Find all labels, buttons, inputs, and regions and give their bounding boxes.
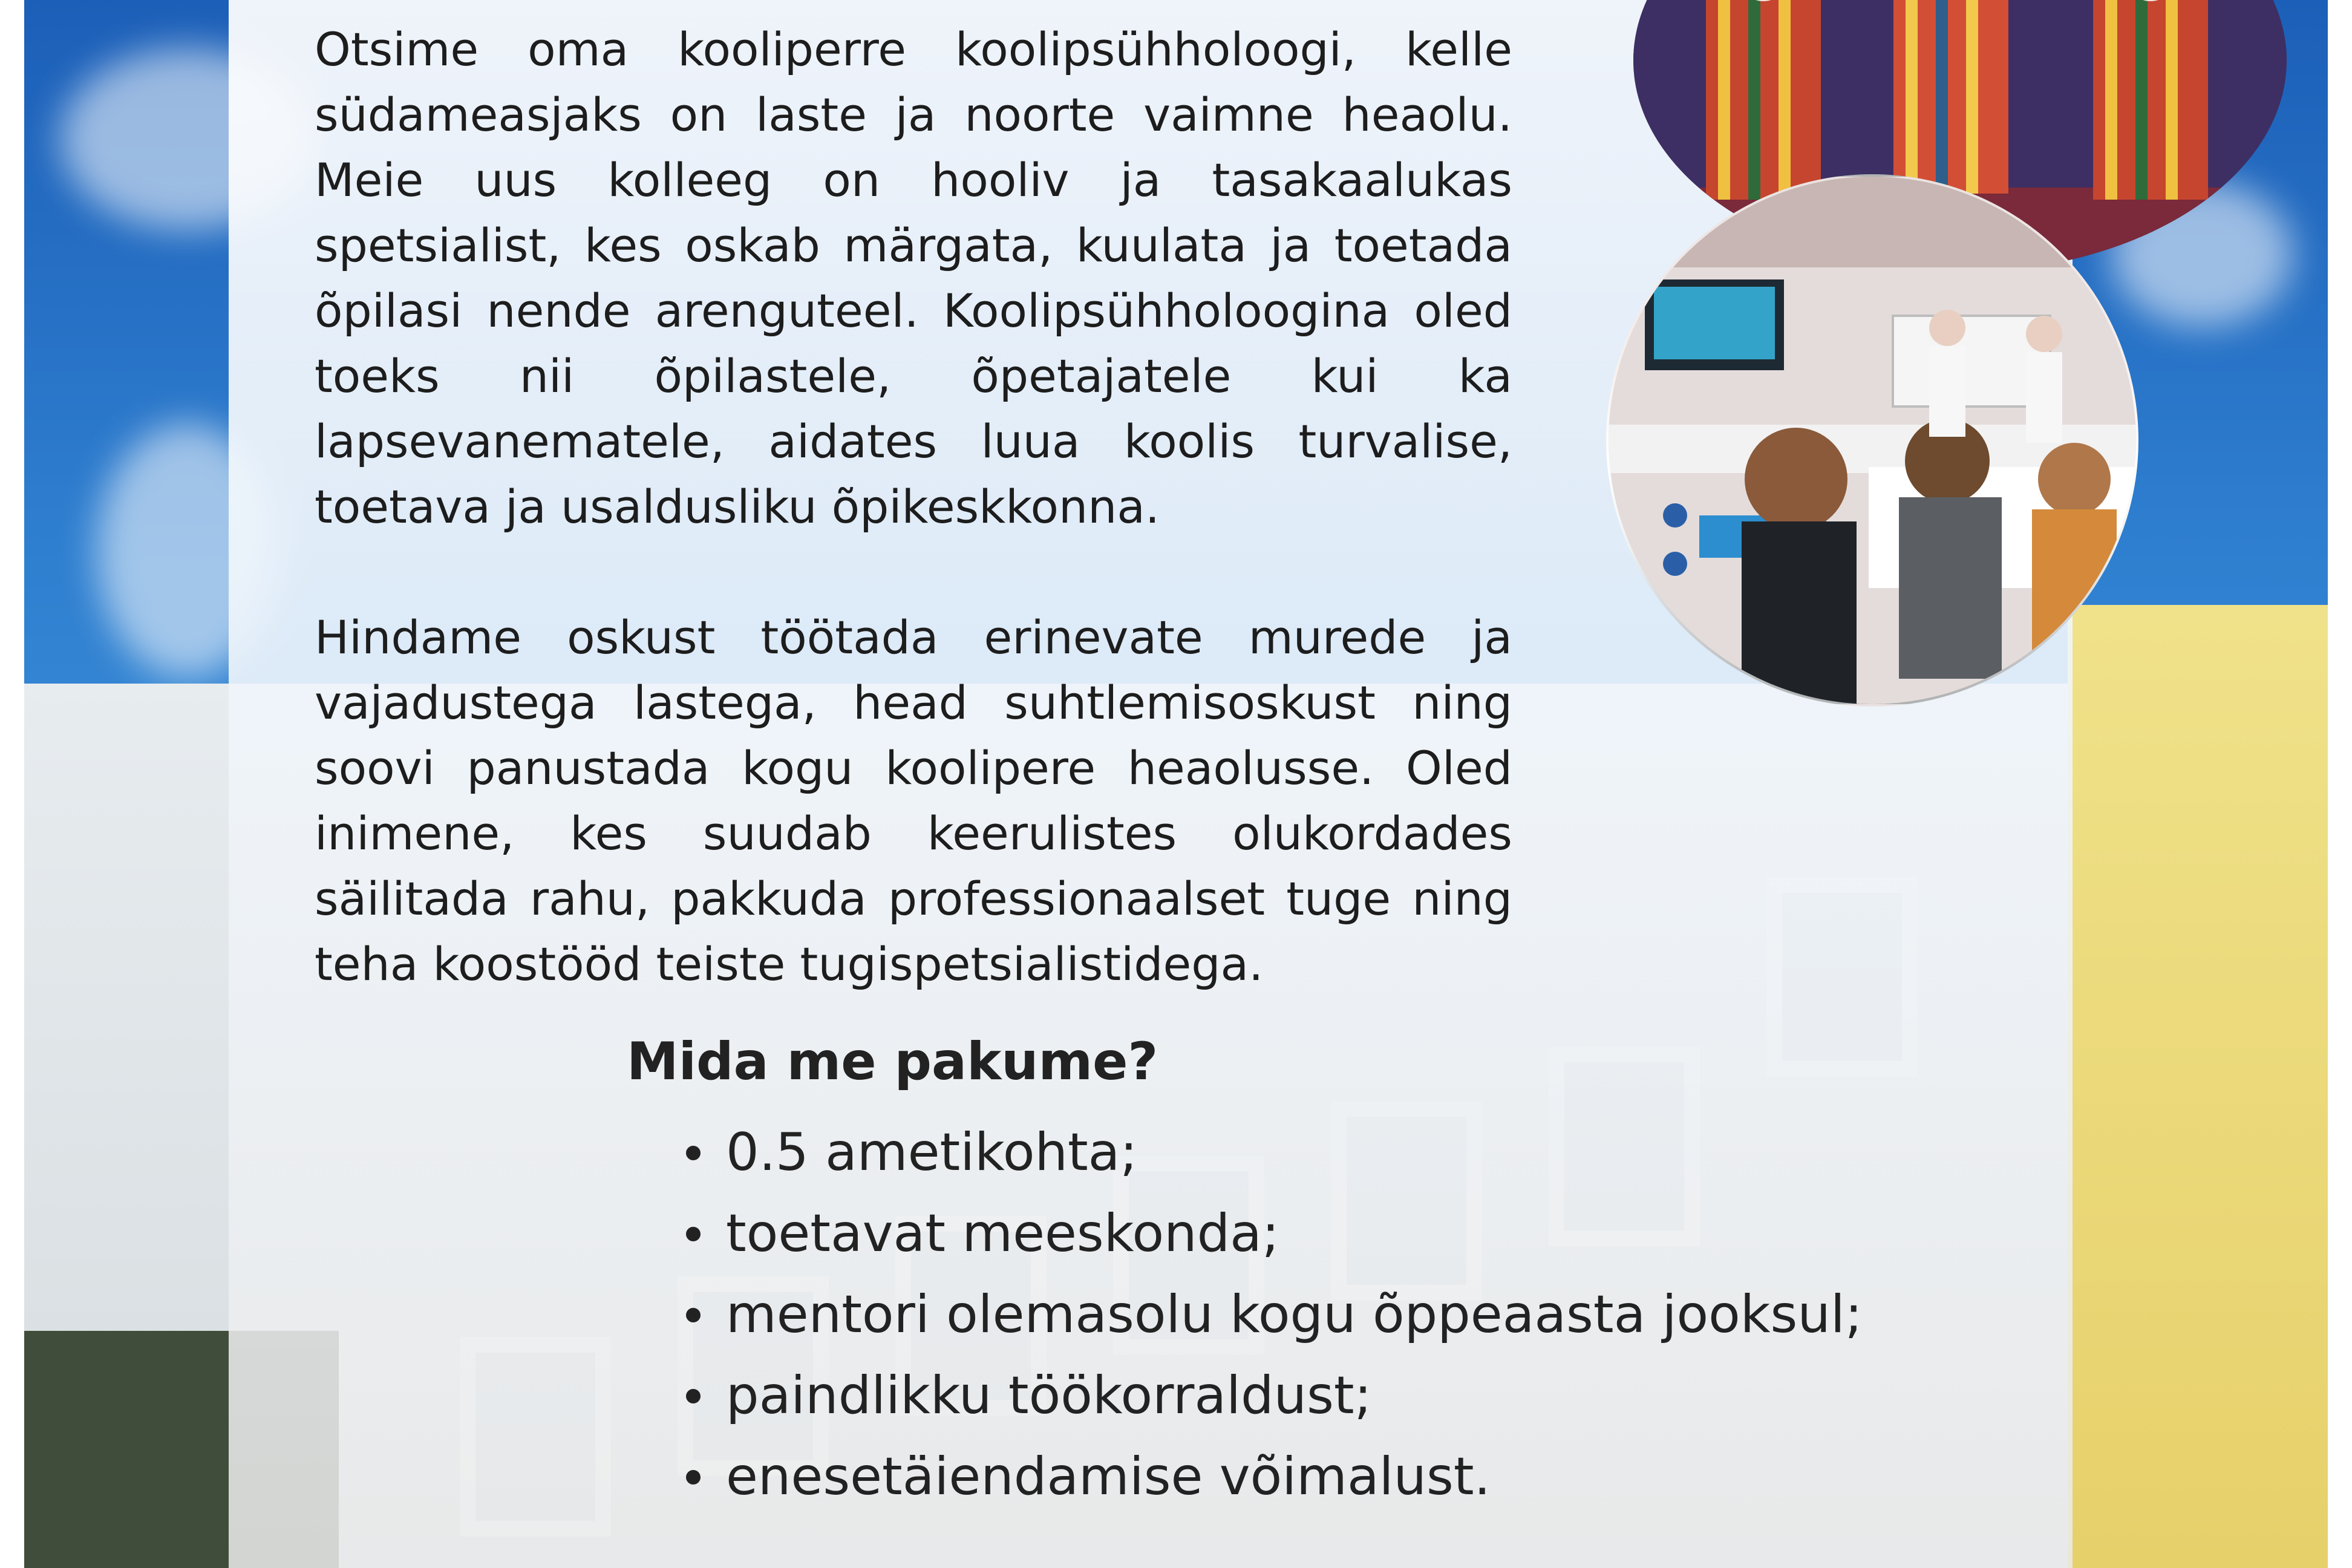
classroom-illustration bbox=[1609, 177, 2138, 707]
offer-item: paindlikku töökorraldust; bbox=[726, 1355, 1863, 1436]
yellow-building-wing bbox=[2068, 605, 2328, 1568]
intro-paragraph: Otsime oma kooliperre koolipsühholoogi, kelle südameasjaks on laste ja noorte vaimne heaolu. Meie uus kolleeg on hooliv ja tasakaalukas spetsialist, kes oskab märgata, kuulata ja toetada õpilasi nende arenguteel. Koolipsühholoogina oled toeks nii õpilastele, õpetajatele kui ka lapsevanematele, aidates luua koolis turvalise, toetava ja usaldusliku õpikeskkonna. bbox=[315, 22, 1512, 534]
offer-list bbox=[726, 1112, 1863, 1517]
offer-heading: Mida me pakume? bbox=[627, 1031, 1158, 1092]
offer-item: toetavat meeskonda; bbox=[726, 1193, 1863, 1274]
classroom-photo bbox=[1606, 174, 2138, 707]
skills-paragraph: Hindame oskust töötada erinevate murede ja vajadustega lastega, head suhtlemisoskust ning soovi panustada kogu koolipere heaolusse. Oled inimene, kes suudab keerulistes olukordades säilitada rahu, pakkuda professionaalset tuge ning teha koostööd teiste tugispetsialistidega. bbox=[315, 610, 1512, 991]
offer-item: 0.5 ametikohta; bbox=[726, 1112, 1863, 1193]
offer-item: mentori olemasolu kogu õppeaasta jooksul; bbox=[726, 1274, 1863, 1355]
offer-item: enesetäiendamise võimalust. bbox=[726, 1436, 1863, 1517]
